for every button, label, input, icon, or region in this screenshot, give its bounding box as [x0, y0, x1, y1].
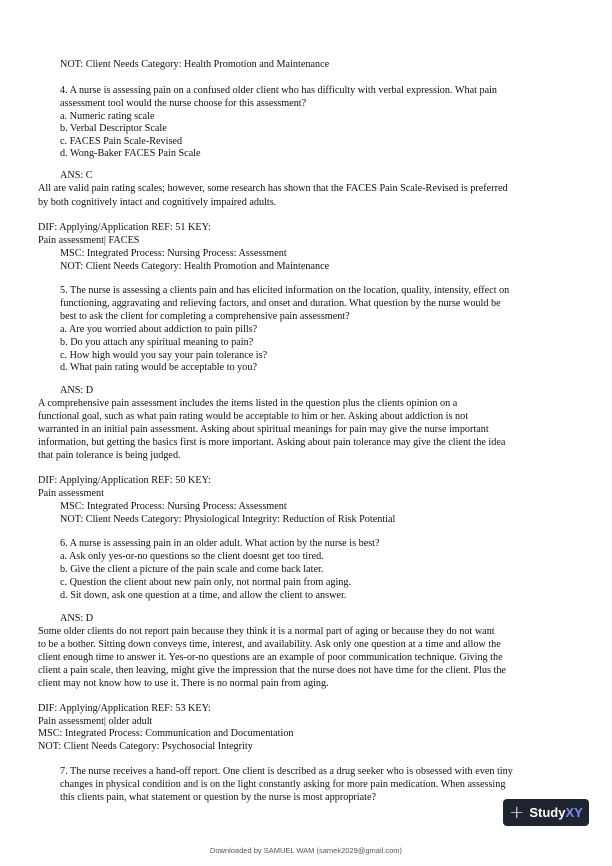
text-line: best to ask the client for completing a comprehensive pain assessment? [60, 311, 350, 322]
text-line: 5. The nurse is assessing a clients pain and has elicited information on the location, quality, intensity, effect on [60, 285, 510, 296]
text-line: Pain assessment| FACES [38, 235, 140, 246]
text-line: Some older clients do not report pain because they think it is a normal part of aging or because they do not want [38, 626, 495, 637]
text-line: client may not know how to use it. There is no normal pain from aging. [38, 678, 329, 689]
text-line: information, but getting the basics first is more important. Asking about pain tolerance may give the client the idea [38, 437, 506, 448]
brand-logo: StudyXY [529, 805, 583, 820]
download-footer: Downloaded by SAMUEL WAM (samek2029@gmail.com) [209, 846, 403, 855]
text-line: b. Give the client a picture of the pain scale and come back later. [60, 564, 324, 575]
text-line: a. Numeric rating scale [60, 111, 155, 122]
text-line: this clients pain, what statement or question by the nurse is most appropriate? [60, 792, 377, 803]
text-line: MSC: Integrated Process: Nursing Process: Assessment [60, 501, 287, 512]
text-line: a. Are you worried about addiction to pain pills? [60, 324, 258, 335]
text-line: d. What pain rating would be acceptable to you? [60, 362, 257, 373]
text-line: NOT: Client Needs Category: Health Promotion and Maintenance [60, 59, 330, 70]
text-line: warranted in an initial pain assessment. Asking about spiritual meanings for pain may give the nurse important [38, 424, 489, 435]
text-line: assessment tool would the nurse choose for this assessment? [60, 98, 307, 109]
text-line: changes in physical condition and is on the light constantly asking for more pain medication. When assessing [60, 779, 506, 790]
text-line: by both cognitively intact and cognitively impaired adults. [38, 197, 277, 208]
text-line: b. Verbal Descriptor Scale [60, 123, 167, 134]
text-line: ANS: C [60, 170, 93, 181]
plus-icon: + [509, 801, 525, 823]
text-line: d. Sit down, ask one question at a time, and allow the client to answer. [60, 590, 347, 601]
text-line: MSC: Integrated Process: Nursing Process: Assessment [60, 248, 287, 259]
text-line: d. Wong-Baker FACES Pain Scale [60, 148, 201, 159]
text-line: c. Question the client about new pain only, not normal pain from aging. [60, 577, 352, 588]
text-line: client a pain scale, then leaving, might give the impression that the nurse does not have time for the client. Plus the [38, 665, 506, 676]
text-line: c. How high would you say your pain tolerance is? [60, 350, 268, 361]
text-line: 7. The nurse receives a hand-off report. One client is described as a drug seeker who is obsessed with even tiny [60, 766, 513, 777]
text-line: A comprehensive pain assessment includes the items listed in the question plus the clients opinion on a [38, 398, 458, 409]
text-line: c. FACES Pain Scale-Revised [60, 136, 183, 147]
text-line: ANS: D [60, 385, 94, 396]
text-line: All are valid pain rating scales; however, some research has shown that the FACES Pain Scale-Revised is preferred [38, 183, 508, 194]
text-line: DIF: Applying/Application REF: 53 KEY: [38, 703, 211, 714]
text-line: 6. A nurse is assessing pain in an older adult. What action by the nurse is best? [60, 538, 380, 549]
text-line: functional goal, such as what pain rating would be acceptable to him or her. Asking about addiction is not [38, 411, 469, 422]
text-line: to be a bother. Sitting down conveys time, interest, and availability. Ask only one question at a time and allow the [38, 639, 501, 650]
text-line: DIF: Applying/Application REF: 50 KEY: [38, 475, 211, 486]
text-line: Pain assessment [38, 488, 104, 499]
text-line: functioning, aggravating and relieving factors, and onset and duration. What question by the nurse would be [60, 298, 501, 309]
text-line: b. Do you attach any spiritual meaning to pain? [60, 337, 254, 348]
text-line: 4. A nurse is assessing pain on a confused older client who has difficulty with verbal expression. What pain [60, 85, 498, 96]
text-line: NOT: Client Needs Category: Psychosocial Integrity [38, 741, 253, 752]
text-line: a. Ask only yes-or-no questions so the client doesnt get too tired. [60, 551, 324, 562]
text-line: ANS: D [60, 613, 94, 624]
text-line: MSC: Integrated Process: Communication and Documentation [38, 728, 294, 739]
text-line: DIF: Applying/Application REF: 51 KEY: [38, 222, 211, 233]
text-line: client enough time to answer it. Yes-or-no questions are an example of poor communication technique. Giving the [38, 652, 503, 663]
text-line: that pain tolerance is being judged. [38, 450, 181, 461]
text-line: NOT: Client Needs Category: Health Promotion and Maintenance [60, 261, 330, 272]
text-line: NOT: Client Needs Category: Physiological Integrity: Reduction of Risk Potential [60, 514, 396, 525]
text-line: Pain assessment| older adult [38, 716, 153, 727]
studyxy-badge[interactable] [503, 799, 589, 826]
